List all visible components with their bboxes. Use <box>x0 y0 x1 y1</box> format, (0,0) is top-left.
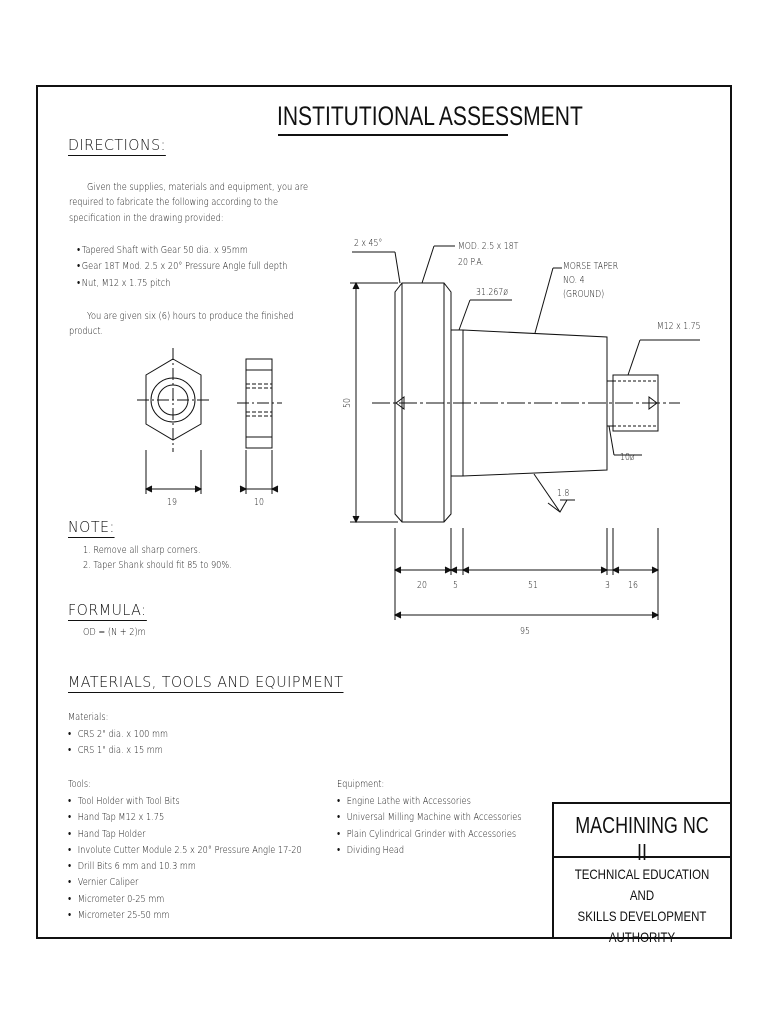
directions-intro-line: specification in the drawing provided: <box>69 212 224 224</box>
materials-label: Materials: <box>68 712 109 723</box>
nut-side-view <box>237 359 282 494</box>
tool-item: • Hand Tap M12 x 1.75 <box>68 809 302 825</box>
formula-heading: FORMULA: <box>68 601 147 619</box>
directions-time-line: product. <box>69 326 104 338</box>
materials-tools-equipment-heading: MATERIALS, TOOLS AND EQUIPMENT <box>68 673 344 691</box>
directions-intro-line: required to fabricate the following according to the <box>69 197 279 209</box>
tool-item: • Involute Cutter Module 2.5 x 20° Pressure Angle 17-20 <box>68 842 302 858</box>
tool-item: • Drill Bits 6 mm and 10.3 mm <box>68 858 302 874</box>
thread-label: M12 x 1.75 <box>657 321 701 332</box>
note-item: 1. Remove all sharp corners. <box>83 545 201 556</box>
material-item: • CRS 2" dia. x 100 mm <box>68 726 168 742</box>
directions-intro-line: Given the supplies, materials and equipment, you are <box>87 182 309 193</box>
note-heading: NOTE: <box>68 518 115 536</box>
taper-length-label: 51 <box>528 580 538 591</box>
morse-taper-ground: (GROUND) <box>563 289 605 300</box>
tool-item: • Micrometer 25-50 mm <box>68 907 302 923</box>
nut-front-view <box>137 348 210 494</box>
directions-item: • Gear 18T Mod. 2.5 x 20° Pressure Angle full depth <box>77 258 287 274</box>
pin-diameter-label: 10ø <box>620 452 635 463</box>
neck-length-label: 5 <box>453 580 458 591</box>
tools-label: Tools: <box>68 779 91 790</box>
surface-finish-label: 1.8 <box>557 488 570 499</box>
tool-item: • Micrometer 0-25 mm <box>68 891 302 907</box>
material-item: • CRS 1" dia. x 15 mm <box>68 742 168 758</box>
tool-item: • Tool Holder with Tool Bits <box>68 793 302 809</box>
organization-line: AUTHORITY <box>608 929 676 945</box>
equipment-item: • Engine Lathe with Accessories <box>337 793 522 809</box>
nut-width-label: 19 <box>167 497 177 508</box>
tapered-shaft-drawing <box>350 246 700 620</box>
organization-line: TECHNICAL EDUCATION AND <box>574 866 710 903</box>
chamfer-label: 2 x 45° <box>354 238 383 249</box>
equipment-label: Equipment: <box>337 779 385 790</box>
pressure-angle-label: 20 P.A. <box>458 257 485 268</box>
gear-length-label: 20 <box>417 580 427 591</box>
note-item: 2. Taper Shank should fit 85 to 90%. <box>83 560 232 572</box>
formula-text: OD = (N + 2)m <box>83 627 146 638</box>
groove-length-label: 3 <box>605 580 610 591</box>
morse-taper-number: NO. 4 <box>563 275 585 286</box>
directions-heading: DIRECTIONS: <box>68 136 166 154</box>
small-diameter-label: 31.267ø <box>476 287 509 298</box>
nut-thickness-label: 10 <box>254 497 264 508</box>
organization-line: SKILLS DEVELOPMENT <box>577 908 707 924</box>
directions-time-line: You are given six (6) hours to produce the finished <box>87 311 294 322</box>
morse-taper-label: MORSE TAPER <box>563 261 619 272</box>
overall-diameter-label: 50 <box>342 398 353 408</box>
total-length-label: 95 <box>520 626 530 637</box>
gear-spec-label: MOD. 2.5 x 18T <box>458 241 519 252</box>
directions-item: • Nut, M12 x 1.75 pitch <box>77 275 287 291</box>
qualification-title: MACHINING NC II <box>575 812 709 865</box>
equipment-item: • Universal Milling Machine with Accessories <box>337 809 522 825</box>
directions-item: • Tapered Shaft with Gear 50 dia. x 95mm <box>77 242 287 258</box>
tool-item: • Vernier Caliper <box>68 874 302 890</box>
equipment-item: • Dividing Head <box>337 842 522 858</box>
tool-item: • Hand Tap Holder <box>68 826 302 842</box>
equipment-item: • Plain Cylindrical Grinder with Accessories <box>337 826 522 842</box>
thread-length-label: 16 <box>628 580 638 591</box>
page-title: INSTITUTIONAL ASSESSMENT <box>277 101 583 131</box>
